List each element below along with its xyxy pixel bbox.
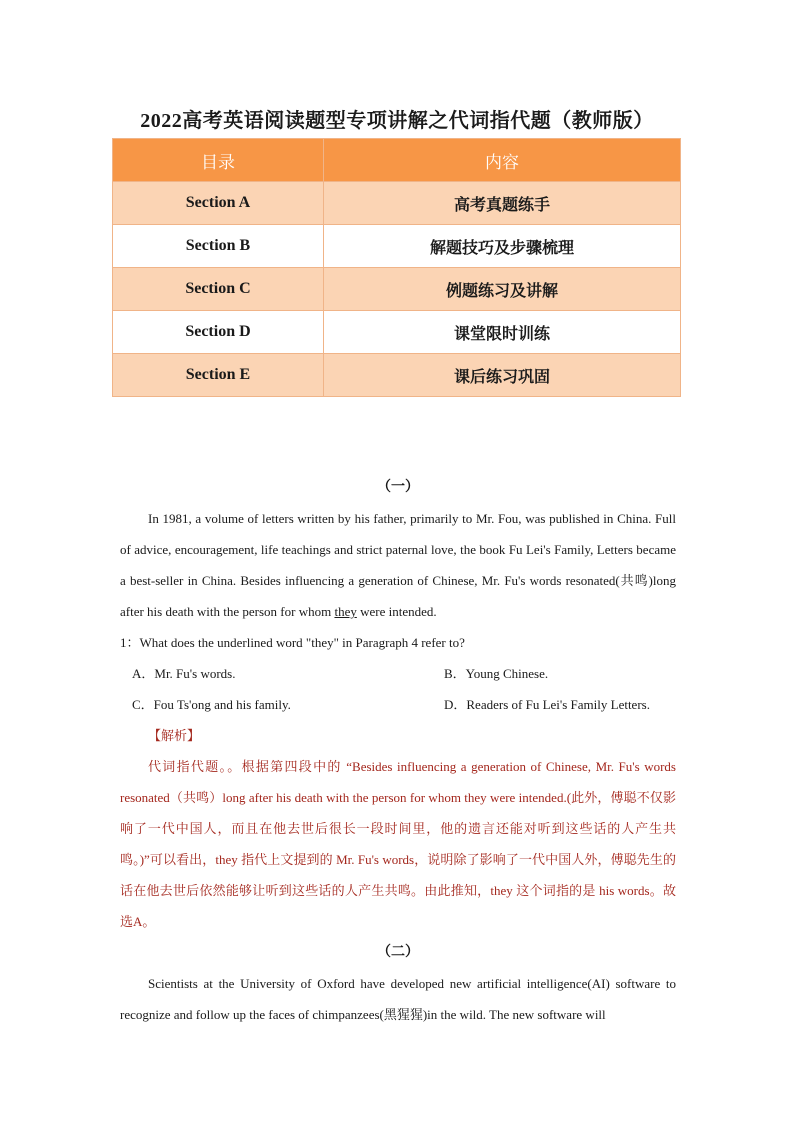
options-row-1 bbox=[120, 658, 676, 689]
options-row-2 bbox=[120, 689, 676, 720]
toc-section: Section A bbox=[113, 182, 324, 225]
table-row bbox=[113, 268, 681, 311]
toc-section: Section B bbox=[113, 225, 324, 268]
toc-header-content: 内容 bbox=[324, 139, 681, 182]
toc-section: Section C bbox=[113, 268, 324, 311]
passage-one-end: were intended. bbox=[356, 604, 437, 619]
toc-content: 课后练习巩固 bbox=[324, 354, 681, 397]
question-1: 1：What does the underlined word "they" in Paragraph 4 refer to? bbox=[120, 635, 465, 650]
table-row bbox=[113, 225, 681, 268]
passage-two: Scientists at the University of Oxford have developed new artificial intelligence(AI) software to recognize and follow up the faces of chimpanzees(黑猩猩)in the wild. The new software will bbox=[120, 976, 676, 1022]
table-row bbox=[113, 182, 681, 225]
option-a: A．Mr. Fu's words. bbox=[132, 666, 236, 681]
toc-content: 解题技巧及步骤梳理 bbox=[324, 225, 681, 268]
table-of-contents bbox=[112, 138, 681, 397]
option-b: B．Young Chinese. bbox=[444, 666, 549, 681]
passage-one bbox=[120, 503, 676, 627]
toc-content: 课堂限时训练 bbox=[324, 311, 681, 354]
toc-section: Section E bbox=[113, 354, 324, 397]
toc-content: 高考真题练手 bbox=[324, 182, 681, 225]
part-one bbox=[120, 472, 676, 1030]
part-two-heading: （二） bbox=[377, 945, 419, 960]
toc-header-row bbox=[113, 139, 681, 182]
analysis-label: 【解析】 bbox=[148, 728, 201, 743]
part-one-heading: （一） bbox=[377, 480, 419, 495]
option-c: C．Fou Ts'ong and his family. bbox=[132, 697, 291, 712]
document-title: 2022高考英语阅读题型专项讲解之代词指代题（教师版） bbox=[140, 110, 654, 132]
option-d: D．Readers of Fu Lei's Family Letters. bbox=[444, 697, 650, 712]
table-row bbox=[113, 354, 681, 397]
passage-one-text: In 1981, a volume of letters written by his father, primarily to Mr. Fou, was published in China. Full of advice, encouragement, life teachings and strict paternal love, the book Fu Lei's Family, Letters became a best-seller in China. Besides influencing a generation of Chinese, Mr. Fu's words resonated(共鸣)long after his death with the person for whom bbox=[120, 511, 676, 619]
toc-section: Section D bbox=[113, 311, 324, 354]
toc-header-directory: 目录 bbox=[113, 139, 324, 182]
toc-content: 例题练习及讲解 bbox=[324, 268, 681, 311]
underlined-word: they bbox=[334, 604, 357, 619]
table-row bbox=[113, 311, 681, 354]
analysis-text: 代词指代题。。根据第四段中的 “Besides influencing a generation of Chinese, Mr. Fu's words resonated（共鸣）long after his death with the person for whom they were intended.(此外，傅聪不仅影响了一代中国人，而且在他去世后很长一段时间里，他的遗言还能对听到这些话的人产生共鸣。)”可以看出，they 指代上文提到的 Mr. Fu's words，说明除了影响了一代中国人外，傅聪先生的话在他去世后依然能够让听到这些话的人产生共鸣。由此推知，they 这个词指的是 his words。故选A。 bbox=[120, 759, 676, 929]
